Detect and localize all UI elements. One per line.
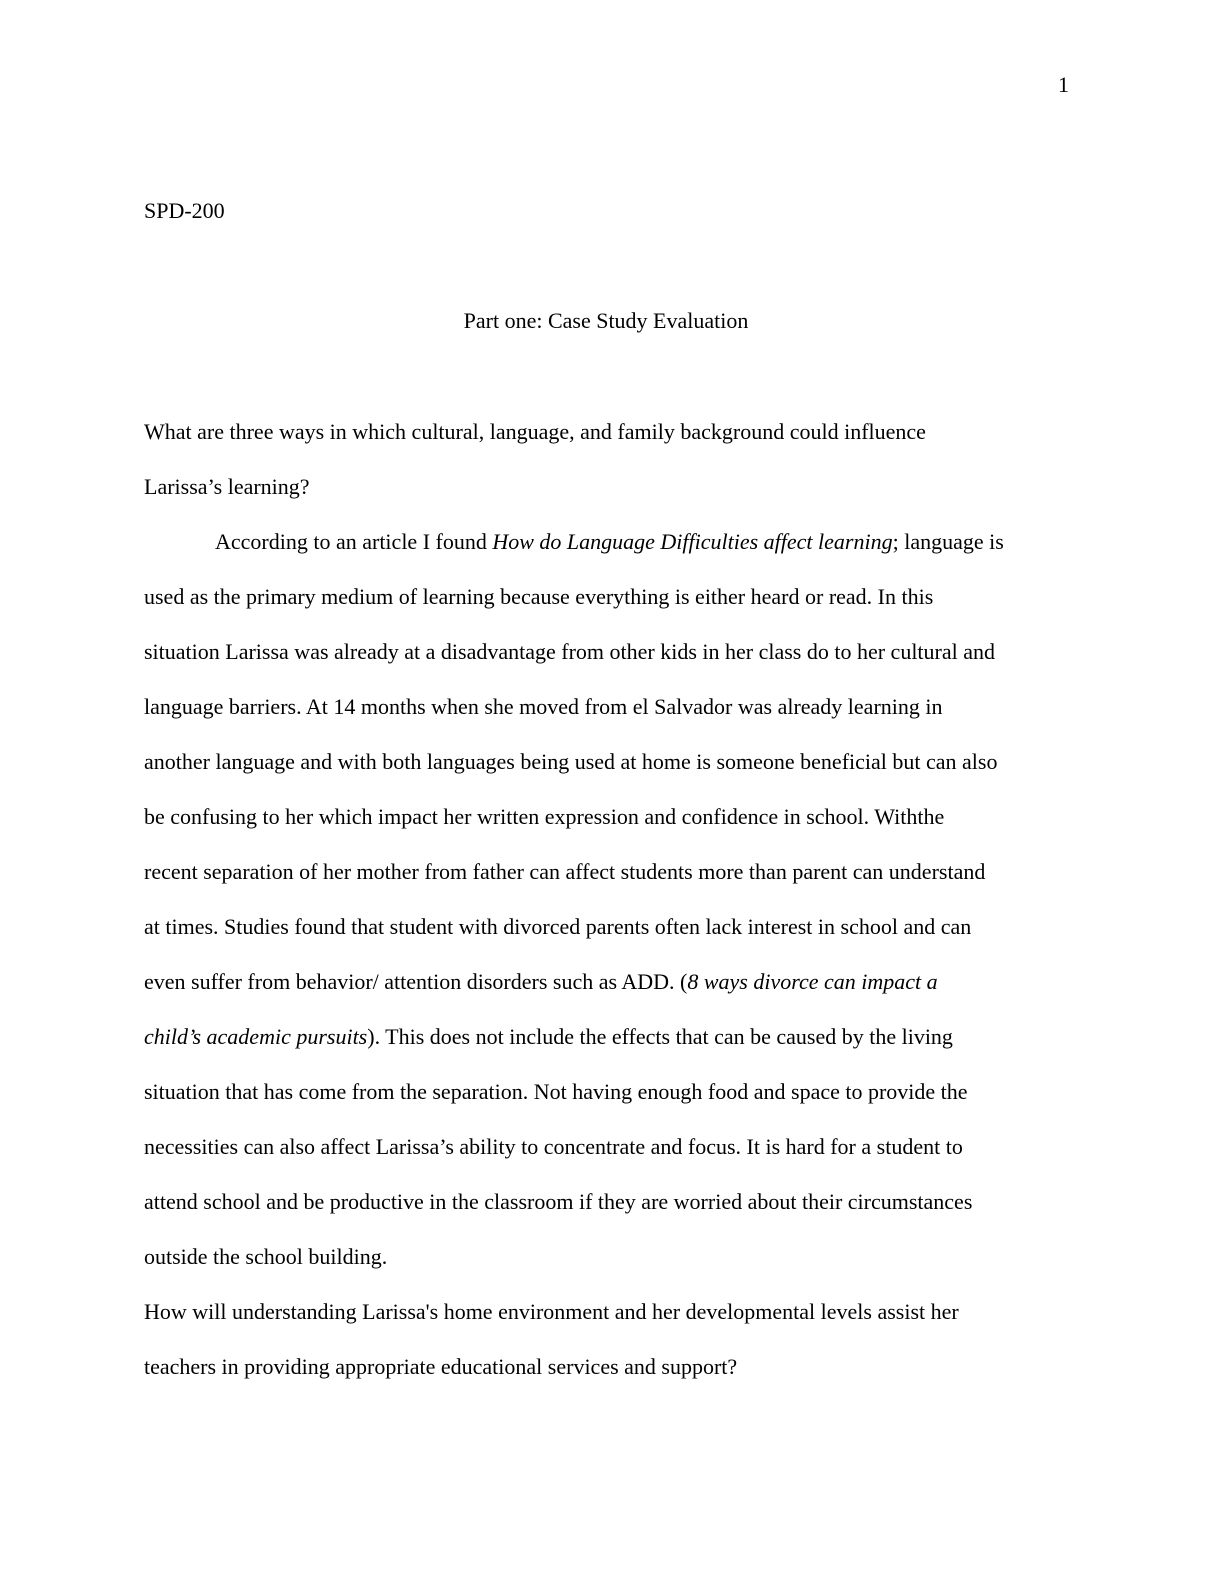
paragraph-line-4: language barriers. At 14 months when she moved from el Salvador was already learning in (144, 694, 943, 719)
paragraph-line-11: situation that has come from the separation. Not having enough food and space to provide the (144, 1079, 968, 1104)
page-title: Part one: Case Study Evaluation (463, 308, 749, 333)
page-number: 1 (1058, 72, 1069, 97)
paragraph-line-6: be confusing to her which impact her written expression and confidence in school. Withthe (144, 804, 945, 829)
paragraph-line-10 (144, 1024, 953, 1050)
question-1-line-2: Larissa’s learning? (144, 474, 310, 499)
paragraph-line-5: another language and with both languages being used at home is someone beneficial but can also (144, 749, 998, 774)
paragraph-line-10-post: ). This does not include the effects that can be caused by the living (367, 1024, 953, 1049)
divorce-citation-part-2: child’s academic pursuits (144, 1024, 368, 1049)
paragraph-line-3: situation Larissa was already at a disadvantage from other kids in her class do to her cultural and (144, 639, 996, 664)
paragraph-line-12: necessities can also affect Larissa’s ability to concentrate and focus. It is hard for a student to (144, 1134, 963, 1159)
paragraph-line-14: outside the school building. (144, 1244, 388, 1269)
paragraph-line-9 (144, 969, 938, 995)
paragraph-line-2: used as the primary medium of learning because everything is either heard or read. In this (144, 584, 934, 609)
paragraph-line-1-post: ; language is (892, 529, 1004, 554)
paragraph-line-7: recent separation of her mother from father can affect students more than parent can understand (144, 859, 986, 884)
course-code: SPD-200 (144, 198, 225, 223)
article-title-citation: How do Language Difficulties affect learning (492, 529, 893, 554)
question-2-line-2: teachers in providing appropriate educational services and support? (144, 1354, 738, 1379)
paragraph-line-1 (215, 529, 1004, 555)
paragraph-line-9-pre: even suffer from behavior/ attention disorders such as ADD. ( (144, 969, 688, 994)
paragraph-line-13: attend school and be productive in the classroom if they are worried about their circumstances (144, 1189, 973, 1214)
paragraph-line-1-pre: According to an article I found (215, 529, 493, 554)
question-1-line-1: What are three ways in which cultural, language, and family background could influence (144, 419, 926, 444)
question-2-line-1: How will understanding Larissa's home environment and her developmental levels assist her (144, 1299, 959, 1324)
paragraph-line-8: at times. Studies found that student with divorced parents often lack interest in school and can (144, 914, 972, 939)
divorce-citation-part-1: 8 ways divorce can impact a (687, 969, 938, 994)
